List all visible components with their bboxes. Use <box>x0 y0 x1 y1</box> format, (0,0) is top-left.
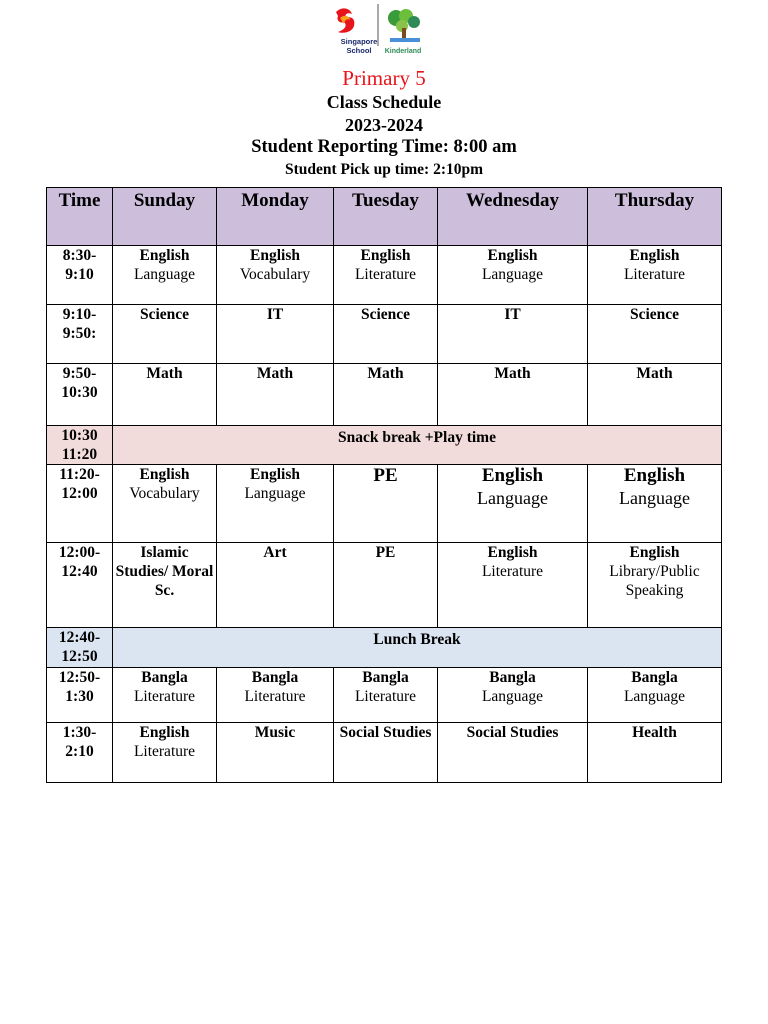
subject-name: Art <box>263 544 287 561</box>
time-cell <box>47 628 113 668</box>
class-cell <box>217 543 334 628</box>
break-label: Lunch Break <box>113 628 722 668</box>
class-cell <box>588 543 722 628</box>
class-cell <box>334 305 438 364</box>
column-header-tuesday: Tuesday <box>334 188 438 246</box>
time-line: 10:30 <box>61 427 98 444</box>
class-cell <box>217 364 334 426</box>
subject-name: Social Studies <box>339 724 432 741</box>
subject-topic: Library/Public Speaking <box>609 563 700 599</box>
time-line: 9:10- <box>62 306 97 323</box>
class-cell <box>438 668 588 723</box>
time-line: 12:50- <box>58 669 101 686</box>
class-cell <box>113 723 217 783</box>
time-line: 12:00- <box>58 544 101 561</box>
subject-topic: Language <box>623 688 686 705</box>
subject-name: Math <box>256 365 294 382</box>
class-cell <box>438 543 588 628</box>
table-row <box>47 364 722 426</box>
class-cell <box>334 364 438 426</box>
table-body <box>47 246 722 783</box>
subject-name: Science <box>629 306 680 323</box>
subject-name: English <box>250 247 300 264</box>
subject-topic: Language <box>481 688 544 705</box>
table-row <box>47 543 722 628</box>
subject-topic: Vocabulary <box>129 485 200 502</box>
time-line: 12:40- <box>58 629 101 646</box>
time-line: 12:50 <box>61 648 98 665</box>
class-cell <box>588 465 722 543</box>
time-line: 12:40 <box>61 563 98 580</box>
time-line: 11:20 <box>61 446 98 463</box>
subject-topic: Literature <box>354 266 417 283</box>
reporting-time: Student Reporting Time: 8:00 am <box>251 137 517 157</box>
table-row <box>47 668 722 723</box>
class-cell <box>334 465 438 543</box>
subject-topic: Literature <box>481 563 544 580</box>
subject-name: Bangla <box>362 669 409 686</box>
class-cell <box>113 305 217 364</box>
subject-name: English <box>139 247 190 264</box>
subject-topic: Language <box>619 488 690 508</box>
logo-school-line2: School <box>346 46 372 55</box>
subject-name: English <box>481 465 544 486</box>
school-logo <box>330 4 426 64</box>
school-logo-graphic <box>330 4 426 64</box>
subject-topic: Literature <box>354 688 417 705</box>
subject-topic: Language <box>481 266 544 283</box>
column-header-wednesday: Wednesday <box>438 188 588 246</box>
table-row <box>47 246 722 305</box>
time-cell <box>47 364 113 426</box>
table-header-row <box>47 188 722 246</box>
subject-topic: Vocabulary <box>239 266 311 283</box>
subject-topic: Literature <box>133 743 196 760</box>
time-cell <box>47 305 113 364</box>
class-cell <box>217 246 334 305</box>
subject-name: IT <box>504 306 521 323</box>
subject-topic: Language <box>244 485 306 502</box>
time-cell <box>47 668 113 723</box>
subject-name: Math <box>146 365 183 382</box>
class-cell <box>438 465 588 543</box>
table-row <box>47 465 722 543</box>
column-header-time: Time <box>47 188 113 246</box>
class-cell <box>588 246 722 305</box>
subject-name: PE <box>375 544 396 561</box>
class-cell <box>438 305 588 364</box>
subject-topic: Language <box>477 488 548 508</box>
pickup-time: Student Pick up time: 2:10pm <box>284 161 484 178</box>
subject-name: English <box>139 466 190 483</box>
subject-name: Bangla <box>489 669 536 686</box>
time-line: 9:50- <box>62 365 97 382</box>
schedule-table <box>46 187 722 783</box>
column-header-thursday: Thursday <box>588 188 722 246</box>
time-cell <box>47 426 113 465</box>
schedule-title: Class Schedule <box>326 92 442 112</box>
subject-name: Math <box>367 365 404 382</box>
column-header-sunday: Sunday <box>113 188 217 246</box>
time-cell <box>47 543 113 628</box>
logo-school-line1: Singapore <box>340 37 378 46</box>
class-cell <box>588 305 722 364</box>
time-line: 9:50: <box>62 325 97 342</box>
subject-topic: Literature <box>133 688 196 705</box>
break-label: Snack break +Play time <box>113 426 722 465</box>
time-cell <box>47 723 113 783</box>
class-cell <box>588 668 722 723</box>
break-row <box>47 426 722 465</box>
time-line: 9:10 <box>65 266 94 283</box>
subject-name: Social Studies <box>466 724 559 741</box>
class-cell <box>334 246 438 305</box>
subject-name: Health <box>632 724 677 741</box>
subject-topic: Literature <box>244 688 306 705</box>
subject-name: Islamic Studies/ Moral Sc. <box>115 544 214 599</box>
class-cell <box>217 668 334 723</box>
time-cell <box>47 465 113 543</box>
time-cell <box>47 246 113 305</box>
school-year: 2023-2024 <box>345 115 423 135</box>
class-cell <box>438 364 588 426</box>
class-cell <box>334 543 438 628</box>
subject-name: Bangla <box>631 669 678 686</box>
time-line: 2:10 <box>65 743 94 760</box>
class-cell <box>113 246 217 305</box>
subject-name: English <box>360 247 411 264</box>
subject-name: English <box>250 466 300 483</box>
time-line: 1:30 <box>65 688 94 705</box>
break-row <box>47 628 722 668</box>
logo-brand: Kinderland <box>384 48 422 55</box>
time-line: 1:30- <box>62 724 97 741</box>
subject-name: English <box>629 544 680 561</box>
class-cell <box>217 305 334 364</box>
subject-name: English <box>623 465 686 486</box>
class-cell <box>113 465 217 543</box>
class-cell <box>217 465 334 543</box>
subject-name: Bangla <box>251 669 299 686</box>
table-row <box>47 305 722 364</box>
class-cell <box>113 668 217 723</box>
subject-name: Bangla <box>141 669 188 686</box>
grade-title: Primary 5 <box>342 66 426 90</box>
subject-name: English <box>139 724 190 741</box>
class-cell <box>588 364 722 426</box>
subject-name: PE <box>373 465 398 486</box>
class-cell <box>588 723 722 783</box>
subject-name: IT <box>266 306 284 323</box>
class-cell <box>438 246 588 305</box>
class-cell <box>334 668 438 723</box>
time-line: 12:00 <box>61 485 98 502</box>
subject-topic: Language <box>133 266 196 283</box>
subject-name: Science <box>360 306 411 323</box>
subject-name: English <box>487 247 538 264</box>
class-cell <box>217 723 334 783</box>
class-cell <box>113 364 217 426</box>
subject-name: Math <box>494 365 531 382</box>
subject-name: English <box>629 247 680 264</box>
table-row <box>47 723 722 783</box>
time-line: 8:30- <box>62 247 97 264</box>
column-header-monday: Monday <box>217 188 334 246</box>
subject-name: English <box>487 544 538 561</box>
class-cell <box>438 723 588 783</box>
subject-name: Math <box>636 365 673 382</box>
subject-topic: Literature <box>623 266 686 283</box>
class-cell <box>113 543 217 628</box>
class-cell <box>334 723 438 783</box>
subject-name: Music <box>254 724 296 741</box>
time-line: 10:30 <box>61 384 98 401</box>
time-line: 11:20- <box>59 466 100 483</box>
subject-name: Science <box>139 306 190 323</box>
